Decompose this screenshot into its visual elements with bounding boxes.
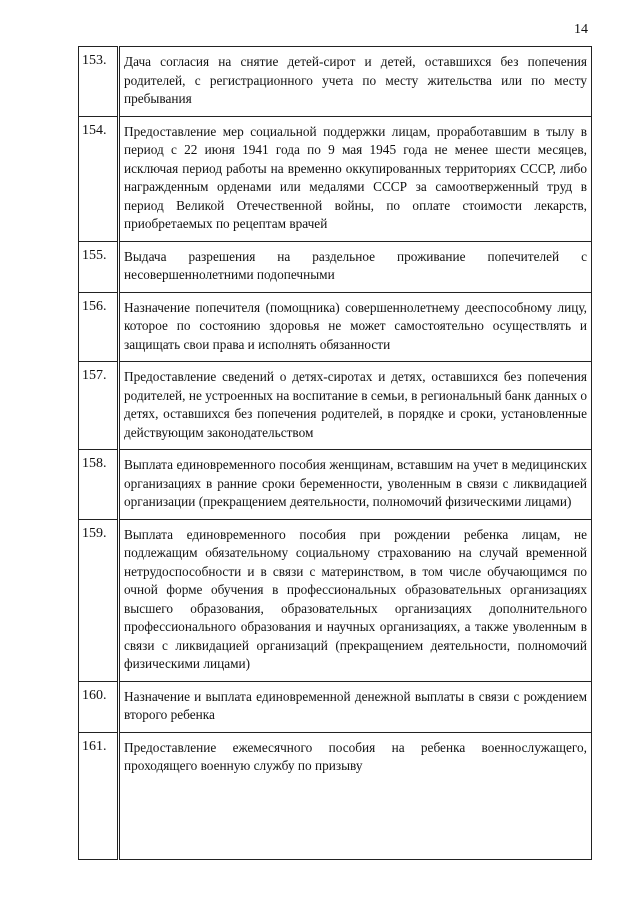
row-number: 156. bbox=[79, 292, 119, 362]
row-text: Предоставление сведений о детях-сиротах и детях, оставшихся без попечения родителей, не устроенных на воспитание в семьи, в региональный банк данных о детях, оставшихся без попечения родителей, в порядке и сроки, установленные действующим законодательством bbox=[119, 362, 592, 450]
services-table bbox=[78, 46, 592, 860]
row-number: 159. bbox=[79, 519, 119, 681]
table-row bbox=[79, 450, 592, 520]
row-number: 160. bbox=[79, 681, 119, 732]
page-number: 14 bbox=[574, 22, 588, 37]
row-text: Предоставление ежемесячного пособия на ребенка военнослужащего, проходящего военную службу по призыву bbox=[119, 732, 592, 859]
table-row bbox=[79, 116, 592, 241]
row-number: 154. bbox=[79, 116, 119, 241]
table-row bbox=[79, 681, 592, 732]
table-row bbox=[79, 292, 592, 362]
table-row bbox=[79, 47, 592, 117]
row-text: Назначение и выплата единовременной денежной выплаты в связи с рождением второго ребенка bbox=[119, 681, 592, 732]
row-text: Дача согласия на снятие детей-сирот и детей, оставшихся без попечения родителей, с регистрационного учета по месту жительства или по месту пребывания bbox=[119, 47, 592, 117]
row-text: Выплата единовременного пособия женщинам, вставшим на учет в медицинских организациях в ранние сроки беременности, уволенным в связи с ликвидацией организации (прекращением деятельности, полномочий физическими лицами) bbox=[119, 450, 592, 520]
row-number: 155. bbox=[79, 241, 119, 292]
row-number: 158. bbox=[79, 450, 119, 520]
row-number: 157. bbox=[79, 362, 119, 450]
row-text: Выплата единовременного пособия при рождении ребенка лицам, не подлежащим обязательному социальному страхованию на случай временной нетрудоспособности и в связи с материнством, в том числе обучающимся по очной форме обучения в профессиональных образовательных организациях высшего образования, образовательных организациях дополнительного профессионального образования и научных организациях, а также уволенным в связи с ликвидацией организаций (прекращением деятельности, полномочий физическими лицами) bbox=[119, 519, 592, 681]
row-text: Предоставление мер социальной поддержки лицам, проработавшим в тылу в период с 22 июня 1941 года по 9 мая 1945 года не менее шести месяцев, исключая период работы на временно оккупированных территориях СССР, либо награжденным орденами или медалями СССР за самоотверженный труд в период Великой Отечественной войны, по оплате стоимости лекарств, приобретаемых по рецептам врачей bbox=[119, 116, 592, 241]
table-row bbox=[79, 732, 592, 859]
row-number: 161. bbox=[79, 732, 119, 859]
table-row bbox=[79, 241, 592, 292]
row-text: Назначение попечителя (помощника) совершеннолетнему дееспособному лицу, которое по состоянию здоровья не может самостоятельно осуществлять и защищать свои права и исполнять обязанности bbox=[119, 292, 592, 362]
table-row bbox=[79, 362, 592, 450]
table-row bbox=[79, 519, 592, 681]
row-text: Выдача разрешения на раздельное проживание попечителей с несовершеннолетними подопечными bbox=[119, 241, 592, 292]
row-number: 153. bbox=[79, 47, 119, 117]
